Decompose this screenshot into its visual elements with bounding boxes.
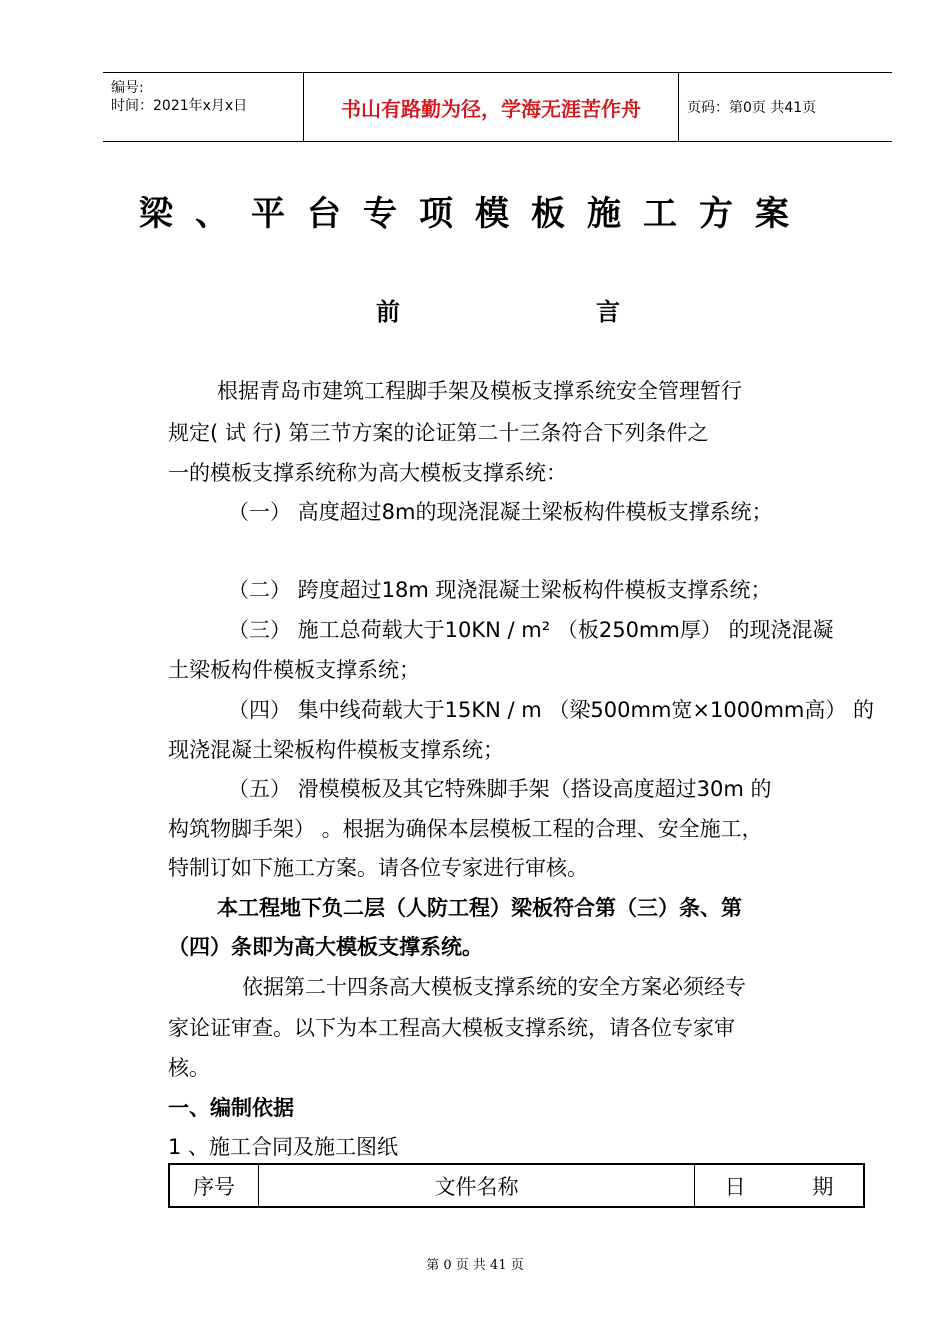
subsection-heading: 1 、施工合同及施工图纸 bbox=[168, 1135, 399, 1159]
paragraph-line: 规定( 试 行) 第三节方案的论证第二十三条符合下列条件之 bbox=[168, 421, 709, 445]
paragraph-line: 一的模板支撑系统称为高大模板支撑系统： bbox=[168, 461, 567, 485]
paragraph-line: 现浇混凝土梁板构件模板支撑系统； bbox=[168, 738, 504, 762]
paragraph-line: 构筑物脚手架） 。根据为确保本层模板工程的合理、安全施工， bbox=[168, 817, 763, 841]
document-table bbox=[168, 1163, 865, 1208]
foreword-right: 言 bbox=[596, 298, 620, 326]
paragraph-line: 依据第二十四条高大模板支撑系统的安全方案必须经专 bbox=[242, 975, 746, 999]
section-heading: 一、编制依据 bbox=[168, 1096, 294, 1120]
paragraph-line: 特制订如下施工方案。请各位专家进行审核。 bbox=[168, 856, 588, 880]
page-info: 页码：第0页 共41页 bbox=[687, 100, 817, 116]
document-title: 梁、平台专项模板施工方案 bbox=[139, 194, 811, 234]
paragraph-line: 根据青岛市建筑工程脚手架及模板支撑系统安全管理暂行 bbox=[217, 379, 742, 403]
header-meta bbox=[103, 73, 304, 141]
paragraph-line: 核。 bbox=[168, 1056, 210, 1080]
time-label: 时间：2021年x月x日 bbox=[111, 98, 248, 114]
table-header-cell: 序号 bbox=[169, 1164, 259, 1207]
table-header-cell: 日 期 bbox=[695, 1164, 865, 1207]
paragraph-line: 土梁板构件模板支撑系统； bbox=[168, 658, 420, 682]
table-header-cell: 文件名称 bbox=[259, 1164, 695, 1207]
number-label: 编号: bbox=[111, 80, 144, 96]
table-header-row bbox=[169, 1164, 864, 1207]
paragraph-line: （四） 集中线荷载大于15KN / m （梁500mm宽×1000mm高） 的 bbox=[228, 698, 875, 722]
header-page-cell bbox=[679, 73, 892, 141]
motto-text: 书山有路勤为径，学海无涯苦作舟 bbox=[341, 96, 641, 121]
paragraph-line: 家论证审查。以下为本工程高大模板支撑系统，请各位专家审 bbox=[168, 1016, 735, 1040]
paragraph-line: （五） 滑模模板及其它特殊脚手架（搭设高度超过30m 的 bbox=[228, 777, 772, 801]
page-footer: 第 0 页 共 41 页 bbox=[426, 1258, 524, 1273]
paragraph-line-bold: （四）条即为高大模板支撑系统。 bbox=[168, 935, 483, 959]
paragraph-line: （三） 施工总荷载大于10KN / m² （板250mm厚） 的现浇混凝 bbox=[228, 618, 834, 642]
page-header bbox=[103, 72, 892, 142]
header-motto-cell bbox=[304, 73, 679, 141]
paragraph-line: （二） 跨度超过18m 现浇混凝土梁板构件模板支撑系统； bbox=[228, 578, 772, 602]
paragraph-line-bold: 本工程地下负二层（人防工程）梁板符合第（三）条、第 bbox=[217, 896, 742, 920]
paragraph-line: （一） 高度超过8m的现浇混凝土梁板构件模板支撑系统； bbox=[228, 500, 773, 524]
foreword-left: 前 bbox=[376, 298, 400, 326]
